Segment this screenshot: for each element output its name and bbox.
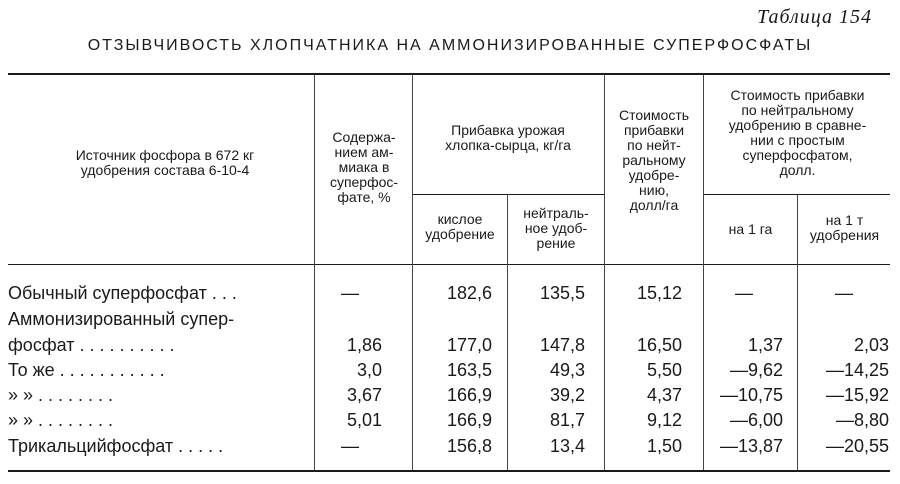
cell-per-t: — — [835, 283, 853, 303]
cell-name: Обычный суперфосфат . . . — [8, 283, 237, 303]
header-cost: Стоимость прибавки по нейт- ральному удобре- нию, долл/га — [618, 107, 690, 213]
cell-ammonia: 3,67 — [346, 385, 382, 405]
cell-ammonia: 1,86 — [346, 335, 382, 355]
subheader-rule — [412, 194, 604, 195]
column-divider — [314, 75, 315, 470]
cell-per-t: —15,92 — [825, 385, 889, 405]
cell-per-t: 2,03 — [853, 335, 889, 355]
cell-ammonia: — — [341, 436, 359, 456]
header-source: Источник фосфора в 672 кг удобрения состава 6-10-4 — [75, 147, 255, 178]
header-yield-group: Прибавка урожая хлопка-сырца, кг/га — [445, 122, 571, 153]
cell-name: » » . . . . . . . . — [8, 385, 114, 405]
header-per-ha: на 1 га — [728, 221, 773, 237]
table-caption: Таблица 154 — [757, 6, 872, 28]
header-ammonia: Содержа- нием ам- миака в суперфос- фате, % — [329, 129, 399, 205]
column-divider — [412, 75, 413, 470]
cell-cost: 1,50 — [646, 436, 682, 456]
cell-ammonia: 5,01 — [346, 410, 382, 430]
cell-acid: 177,0 — [446, 335, 492, 355]
cell-neutral: 135,5 — [539, 283, 585, 303]
cell-per-t: —14,25 — [825, 360, 889, 380]
cell-cost: 4,37 — [646, 385, 682, 405]
cell-acid: 166,9 — [446, 385, 492, 405]
cell-per-ha: — — [735, 283, 753, 303]
cell-ammonia: 3,0 — [356, 360, 382, 380]
cell-name: » » . . . . . . . . — [8, 410, 114, 430]
column-divider — [703, 75, 704, 470]
cell-neutral: 39,2 — [549, 385, 585, 405]
cell-acid: 163,5 — [446, 360, 492, 380]
table-title: ОТЗЫВЧИВОСТЬ ХЛОПЧАТНИКА НА АММОНИЗИРОВАННЫЕ СУПЕРФОСФАТЫ — [87, 37, 813, 54]
cell-cost: 9,12 — [646, 410, 682, 430]
cell-name: фосфат . . . . . . . . . . — [8, 335, 175, 355]
cell-acid: 182,6 — [446, 283, 492, 303]
cell-neutral: 49,3 — [549, 360, 585, 380]
cell-per-ha: —10,75 — [719, 385, 783, 405]
cell-name: Трикальцийфосфат . . . . . — [8, 436, 224, 456]
cell-acid: 166,9 — [446, 410, 492, 430]
cell-name: То же . . . . . . . . . . . — [8, 360, 165, 380]
header-bottom-rule — [8, 264, 890, 265]
cell-neutral: 81,7 — [549, 410, 585, 430]
cell-per-t: —8,80 — [835, 410, 889, 430]
cell-per-t: —20,55 — [825, 436, 889, 456]
header-cost-group: Стоимость прибавки по нейтральному удобрению в сравне- нии с простым суперфосфатом, долл. — [728, 87, 867, 178]
header-yield-acid: кислое удобрение — [425, 211, 495, 242]
cell-neutral: 147,8 — [539, 335, 585, 355]
cell-neutral: 13,4 — [549, 436, 585, 456]
cell-ammonia: — — [341, 283, 359, 303]
column-divider — [507, 195, 508, 470]
column-divider — [797, 195, 798, 470]
cell-per-ha: 1,37 — [747, 335, 783, 355]
header-per-t: на 1 т удобрения — [809, 212, 880, 243]
cell-cost: 5,50 — [646, 360, 682, 380]
cell-acid: 156,8 — [446, 436, 492, 456]
top-rule — [8, 73, 890, 75]
bottom-rule — [8, 470, 890, 472]
cell-per-ha: —6,00 — [729, 410, 783, 430]
header-yield-neutral: нейтраль- ное удоб- рение — [523, 205, 589, 251]
cell-per-ha: —9,62 — [729, 360, 783, 380]
cell-cost: 15,12 — [636, 283, 682, 303]
cell-name: Аммонизированный супер- — [8, 309, 235, 329]
column-divider — [604, 75, 605, 470]
cell-per-ha: —13,87 — [719, 436, 783, 456]
cell-cost: 16,50 — [636, 335, 682, 355]
